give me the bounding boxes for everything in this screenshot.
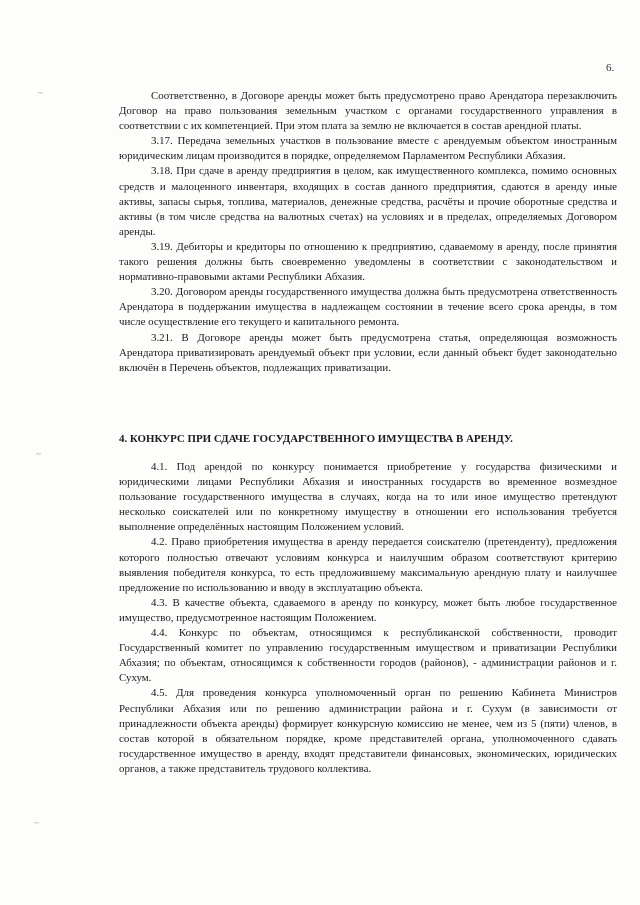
paragraph-4-2: 4.2. Право приобретения имущества в аренду передается соискателю (претенденту), предложения которого полностью отвечают условиям конкурса и наилучшим образом соответствуют критерию выявления победителя конкурса, то есть предложившему максимальную арендную плату и наилучшее предложение по использованию и вводу в эксплуатацию объекта. xyxy=(119,536,617,594)
margin-mark: ~ xyxy=(38,88,43,98)
paragraph-3-21: 3.21. В Договоре аренды может быть предусмотрена статья, определяющая возможность Арендатора приватизировать арендуемый объект при условии, если данный объект будет законодательно включён в Перечень объектов, подлежащих приватизации. xyxy=(119,331,617,374)
paragraph-4-3: 4.3. В качестве объекта, сдаваемого в аренду по конкурсу, может быть любое государственное имущество, предусмотренное настоящим Положением. xyxy=(119,596,617,624)
paragraph-4-4: 4.4. Конкурс по объектам, относящимся к республиканской собственности, проводит Государственный комитет по управлению государственным имуществом и приватизации Республики Абхазия; по объектам, относящимся к собственности городов (районов), - администрации районов и г. Сухум. xyxy=(119,627,617,685)
top-section-text xyxy=(119,89,617,376)
paragraph-3-19: 3.19. Дебиторы и кредиторы по отношению к предприятию, сдаваемому в аренду, после принятия такого решения должны быть своевременно уведомлены в соответствии с законодательством и нормативно-правовыми актами Республики Абхазия. xyxy=(119,240,617,284)
paragraph-3-20: 3.20. Договором аренды государственного имущества должна быть предусмотрена ответственность Арендатора в поддержании имущества в надлежащем состоянии в течение всего срока аренды, в том числе осуществление его текущего и капитального ремонта. xyxy=(119,286,617,329)
section-4-text xyxy=(119,460,617,777)
margin-mark: ~ xyxy=(36,449,41,459)
paragraph-3-18: 3.18. При сдаче в аренду предприятия в целом, как имущественного комплекса, помимо основных средств и малоценного инвентаря, входящих в состав данного предприятия, сдаются в аренду иные активы, запасы сырья, топлива, материалов, денежные средства, расчёты и прочие оборотные средства и активы (в том числе средства на валютных счетах) на условиях и в пределах, определяемых Договором аренды. xyxy=(119,165,617,238)
paragraph-4-1: 4.1. Под арендой по конкурсу понимается приобретение у государства физическими и юридическими лицами Республики Абхазия и иностранных государств во временное возмездное пользование государственного имущества в случаях, когда на то или иное имущество претендуют несколько соискателей или по конкретному имуществу в отношении его использования требуется выполнение определённых настоящим Положением условий. xyxy=(119,461,617,534)
paragraph-4-5: 4.5. Для проведения конкурса уполномоченный орган по решению Кабинета Министров Республики Абхазия или по решению администрации района и г. Сухум (в зависимости от принадлежности объекта аренды) формирует конкурсную комиссию не менее, чем из 5 (пяти) членов, в состав которой в обязательном порядке, кроме представителей органа, уполномоченного сдавать государственное имущество в аренду, входят представители финансовых, экономических, юридических органов, а также представитель трудового коллектива. xyxy=(119,687,617,775)
margin-mark: ~ xyxy=(34,818,39,828)
section-heading: 4. КОНКУРС ПРИ СДАЧЕ ГОСУДАРСТВЕННОГО ИМУЩЕСТВА В АРЕНДУ. xyxy=(119,433,513,445)
paragraph-intro: Соответственно, в Договоре аренды может быть предусмотрено право Арендатора перезаключить Договор на право пользования земельным участком с органами государственного управления в соответствии с их компетенцией. При этом плата за землю не включается в состав арендной платы. xyxy=(119,90,617,133)
page-number: 6. xyxy=(606,62,615,74)
paragraph-3-17: 3.17. Передача земельных участков в пользование вместе с арендуемым объектом иностранным юридическим лицам производится в порядке, определяемом Парламентом Республики Абхазия. xyxy=(119,135,617,163)
